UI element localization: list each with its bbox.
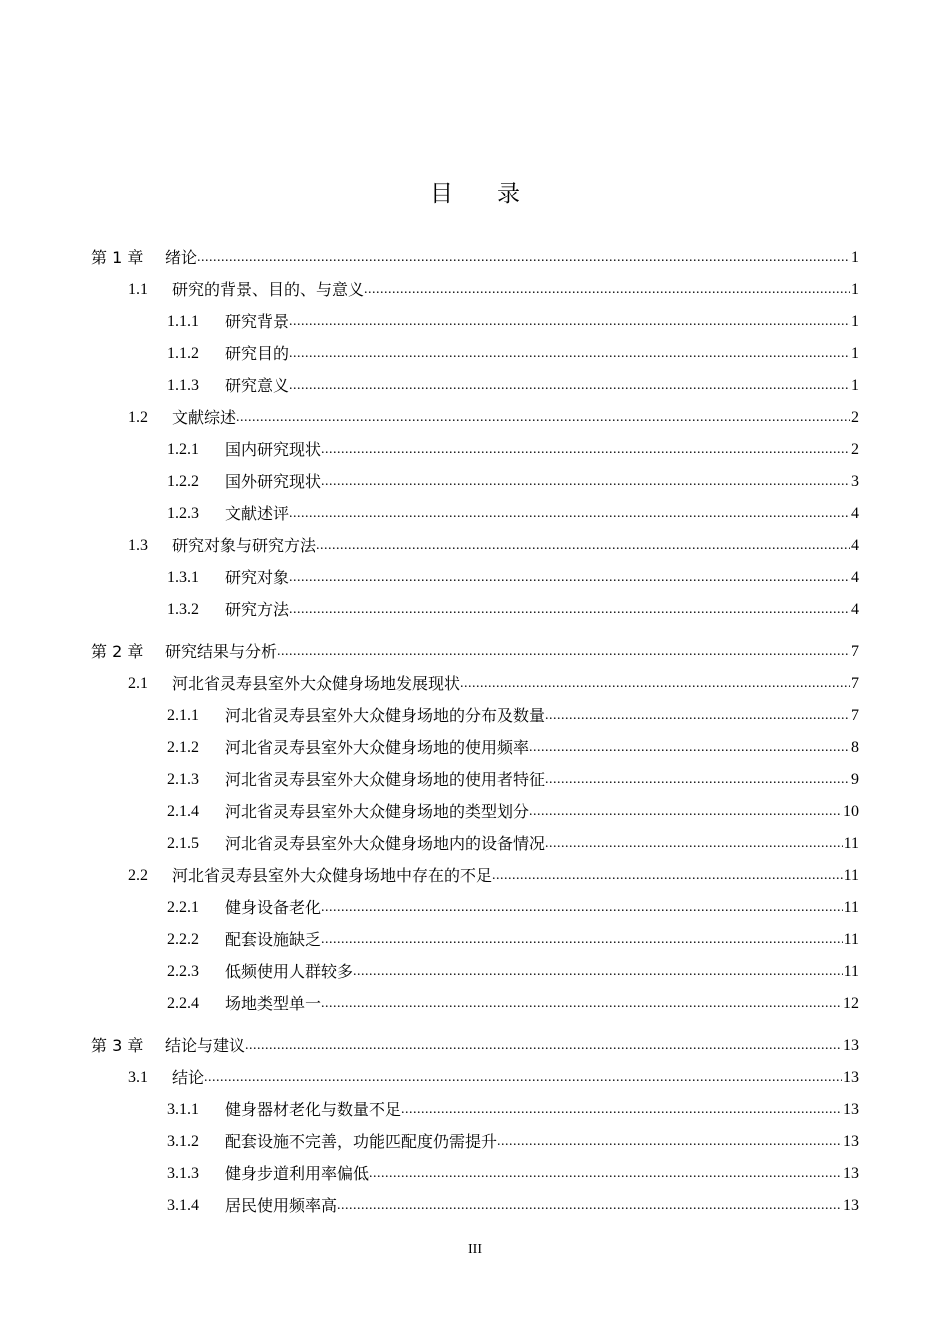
toc-entry-title: 河北省灵寿县室外大众健身场地发展现状 [172, 674, 461, 693]
toc-entry-title: 健身设备老化 [225, 898, 322, 917]
toc-dot-leader [545, 700, 850, 732]
toc-entry-page: 13 [843, 1037, 859, 1054]
toc-dot-leader [545, 764, 850, 796]
toc-entry-number: 1.2 [128, 409, 148, 426]
toc-entry-page: 11 [843, 867, 859, 884]
toc-dot-leader [321, 434, 850, 466]
toc-entry-title: 配套设施不完善，功能匹配度仍需提升 [225, 1132, 498, 1151]
toc-entry-page: 2 [851, 409, 859, 426]
toc-subsection-entry[interactable] [91, 498, 859, 530]
toc-entry-title: 研究对象与研究方法 [172, 536, 317, 555]
toc-entry-number: 第 2 章 [91, 642, 144, 661]
toc-entry-number: 2.1.5 [167, 835, 199, 852]
toc-entry-page: 1 [851, 313, 859, 330]
toc-entry-page: 9 [851, 771, 859, 788]
toc-dot-leader [321, 466, 850, 498]
toc-subsection-entry[interactable] [91, 466, 859, 498]
toc-dot-leader [460, 668, 850, 700]
toc-dot-leader [289, 338, 850, 370]
toc-dot-leader [236, 402, 850, 434]
toc-section-entry[interactable] [91, 668, 859, 700]
toc-entry-page: 11 [843, 931, 859, 948]
toc-entry-number: 2.1.1 [167, 707, 199, 724]
toc-dot-leader [353, 956, 843, 988]
toc-entry-title: 低频使用人群较多 [225, 962, 354, 981]
toc-subsection-entry[interactable] [91, 732, 859, 764]
toc-subsection-entry[interactable] [91, 594, 859, 626]
toc-entry-title: 文献综述 [172, 408, 237, 427]
toc-entry-page: 7 [851, 643, 859, 660]
toc-entry-number: 1.2.2 [167, 473, 199, 490]
toc-entry-number: 第 3 章 [91, 1036, 144, 1055]
toc-entry-title: 居民使用频率高 [225, 1196, 338, 1215]
toc-entry-number: 第 1 章 [91, 248, 144, 267]
toc-entry-page: 1 [851, 281, 859, 298]
toc-subsection-entry[interactable] [91, 956, 859, 988]
toc-entry-number: 1.3 [128, 537, 148, 554]
toc-entry-number: 1.3.1 [167, 569, 199, 586]
toc-entry-number: 1.2.3 [167, 505, 199, 522]
toc-subsection-entry[interactable] [91, 700, 859, 732]
toc-subsection-entry[interactable] [91, 562, 859, 594]
toc-entry-number: 2.2.2 [167, 931, 199, 948]
toc-dot-leader [204, 1062, 842, 1094]
toc-dot-leader [321, 988, 842, 1020]
toc-entry-title: 研究背景 [225, 312, 290, 331]
toc-entry-number: 2.2.4 [167, 995, 199, 1012]
toc-subsection-entry[interactable] [91, 764, 859, 796]
toc-entry-number: 2.1 [128, 675, 148, 692]
toc-subsection-entry[interactable] [91, 1094, 859, 1126]
toc-subsection-entry[interactable] [91, 434, 859, 466]
toc-section-entry[interactable] [91, 274, 859, 306]
toc-section-entry[interactable] [91, 1062, 859, 1094]
toc-dot-leader [289, 306, 850, 338]
toc-dot-leader [529, 732, 850, 764]
toc-dot-leader [545, 828, 843, 860]
toc-entry-page: 13 [843, 1197, 859, 1214]
toc-dot-leader [289, 594, 850, 626]
toc-entry-page: 13 [843, 1165, 859, 1182]
toc-dot-leader [321, 924, 843, 956]
toc-entry-number: 3.1 [128, 1069, 148, 1086]
toc-entry-page: 1 [851, 249, 859, 266]
toc-subsection-entry[interactable] [91, 306, 859, 338]
toc-dot-leader [321, 892, 843, 924]
toc-subsection-entry[interactable] [91, 1126, 859, 1158]
toc-entry-title: 结论 [172, 1068, 205, 1087]
toc-entry-title: 河北省灵寿县室外大众健身场地的使用频率 [225, 738, 530, 757]
toc-dot-leader [289, 498, 850, 530]
toc-entry-title: 国外研究现状 [225, 472, 322, 491]
toc-subsection-entry[interactable] [91, 1158, 859, 1190]
toc-subsection-entry[interactable] [91, 370, 859, 402]
toc-entry-page: 13 [843, 1069, 859, 1086]
toc-entry-title: 配套设施缺乏 [225, 930, 322, 949]
toc-dot-leader [497, 1126, 842, 1158]
toc-entry-title: 河北省灵寿县室外大众健身场地中存在的不足 [172, 866, 493, 885]
toc-entry-number: 2.2 [128, 867, 148, 884]
toc-chapter-entry[interactable] [91, 242, 859, 274]
page-title: 目录 [430, 181, 564, 207]
toc-subsection-entry[interactable] [91, 892, 859, 924]
toc-entry-number: 2.1.2 [167, 739, 199, 756]
toc-entry-page: 4 [851, 537, 859, 554]
toc-entry-page: 1 [851, 377, 859, 394]
toc-entry-page: 3 [851, 473, 859, 490]
toc-subsection-entry[interactable] [91, 1190, 859, 1222]
toc-entry-number: 1.1.3 [167, 377, 199, 394]
toc-entry-page: 4 [851, 601, 859, 618]
toc-subsection-entry[interactable] [91, 828, 859, 860]
toc-entry-title: 健身器材老化与数量不足 [225, 1100, 402, 1119]
toc-entry-page: 2 [851, 441, 859, 458]
toc-subsection-entry[interactable] [91, 988, 859, 1020]
toc-dot-leader [316, 530, 850, 562]
table-of-contents [91, 242, 859, 1222]
toc-entry-number: 1.1 [128, 281, 148, 298]
toc-dot-leader [529, 796, 842, 828]
toc-entry-number: 3.1.1 [167, 1101, 199, 1118]
toc-entry-number: 1.1.2 [167, 345, 199, 362]
toc-entry-number: 1.2.1 [167, 441, 199, 458]
toc-dot-leader [289, 370, 850, 402]
toc-entry-number: 2.2.1 [167, 899, 199, 916]
toc-entry-title: 文献述评 [225, 504, 290, 523]
toc-entry-title: 研究方法 [225, 600, 290, 619]
toc-entry-title: 场地类型单一 [225, 994, 322, 1013]
toc-entry-number: 2.1.4 [167, 803, 199, 820]
toc-chapter-entry[interactable] [91, 636, 859, 668]
toc-entry-title: 研究意义 [225, 376, 290, 395]
toc-entry-title: 河北省灵寿县室外大众健身场地的使用者特征 [225, 770, 546, 789]
toc-entry-title: 结论与建议 [165, 1036, 246, 1055]
toc-subsection-entry[interactable] [91, 338, 859, 370]
footer-page-number: III [468, 1242, 482, 1257]
toc-entry-page: 8 [851, 739, 859, 756]
toc-entry-page: 11 [843, 835, 859, 852]
toc-entry-page: 7 [851, 707, 859, 724]
toc-dot-leader [369, 1158, 842, 1190]
toc-entry-title: 河北省灵寿县室外大众健身场地的分布及数量 [225, 706, 546, 725]
toc-dot-leader [277, 636, 850, 668]
toc-chapter-entry[interactable] [91, 1030, 859, 1062]
toc-dot-leader [364, 274, 850, 306]
toc-subsection-entry[interactable] [91, 796, 859, 828]
toc-dot-leader [289, 562, 850, 594]
toc-entry-page: 10 [843, 803, 859, 820]
toc-section-entry[interactable] [91, 402, 859, 434]
toc-section-entry[interactable] [91, 860, 859, 892]
toc-entry-number: 3.1.2 [167, 1133, 199, 1150]
toc-entry-title: 河北省灵寿县室外大众健身场地内的设备情况 [225, 834, 546, 853]
toc-entry-title: 研究目的 [225, 344, 290, 363]
toc-dot-leader [197, 242, 850, 274]
toc-entry-title: 研究对象 [225, 568, 290, 587]
toc-section-entry[interactable] [91, 530, 859, 562]
toc-entry-page: 7 [851, 675, 859, 692]
toc-entry-title: 研究结果与分析 [165, 642, 278, 661]
toc-entry-title: 国内研究现状 [225, 440, 322, 459]
toc-entry-number: 2.2.3 [167, 963, 199, 980]
toc-entry-page: 13 [843, 1101, 859, 1118]
toc-entry-title: 河北省灵寿县室外大众健身场地的类型划分 [225, 802, 530, 821]
toc-dot-leader [401, 1094, 842, 1126]
toc-entry-title: 绪论 [165, 248, 198, 267]
toc-dot-leader [492, 860, 843, 892]
toc-entry-page: 4 [851, 505, 859, 522]
toc-entry-page: 13 [843, 1133, 859, 1150]
toc-dot-leader [245, 1030, 842, 1062]
toc-entry-page: 11 [843, 963, 859, 980]
toc-entry-page: 1 [851, 345, 859, 362]
toc-entry-number: 2.1.3 [167, 771, 199, 788]
toc-entry-page: 11 [843, 899, 859, 916]
toc-entry-title: 健身步道利用率偏低 [225, 1164, 370, 1183]
toc-subsection-entry[interactable] [91, 924, 859, 956]
toc-dot-leader [337, 1190, 842, 1222]
toc-entry-number: 3.1.3 [167, 1165, 199, 1182]
toc-entry-number: 1.3.2 [167, 601, 199, 618]
toc-entry-title: 研究的背景、目的、与意义 [172, 280, 365, 299]
toc-entry-page: 12 [843, 995, 859, 1012]
toc-entry-number: 3.1.4 [167, 1197, 199, 1214]
toc-entry-page: 4 [851, 569, 859, 586]
toc-entry-number: 1.1.1 [167, 313, 199, 330]
